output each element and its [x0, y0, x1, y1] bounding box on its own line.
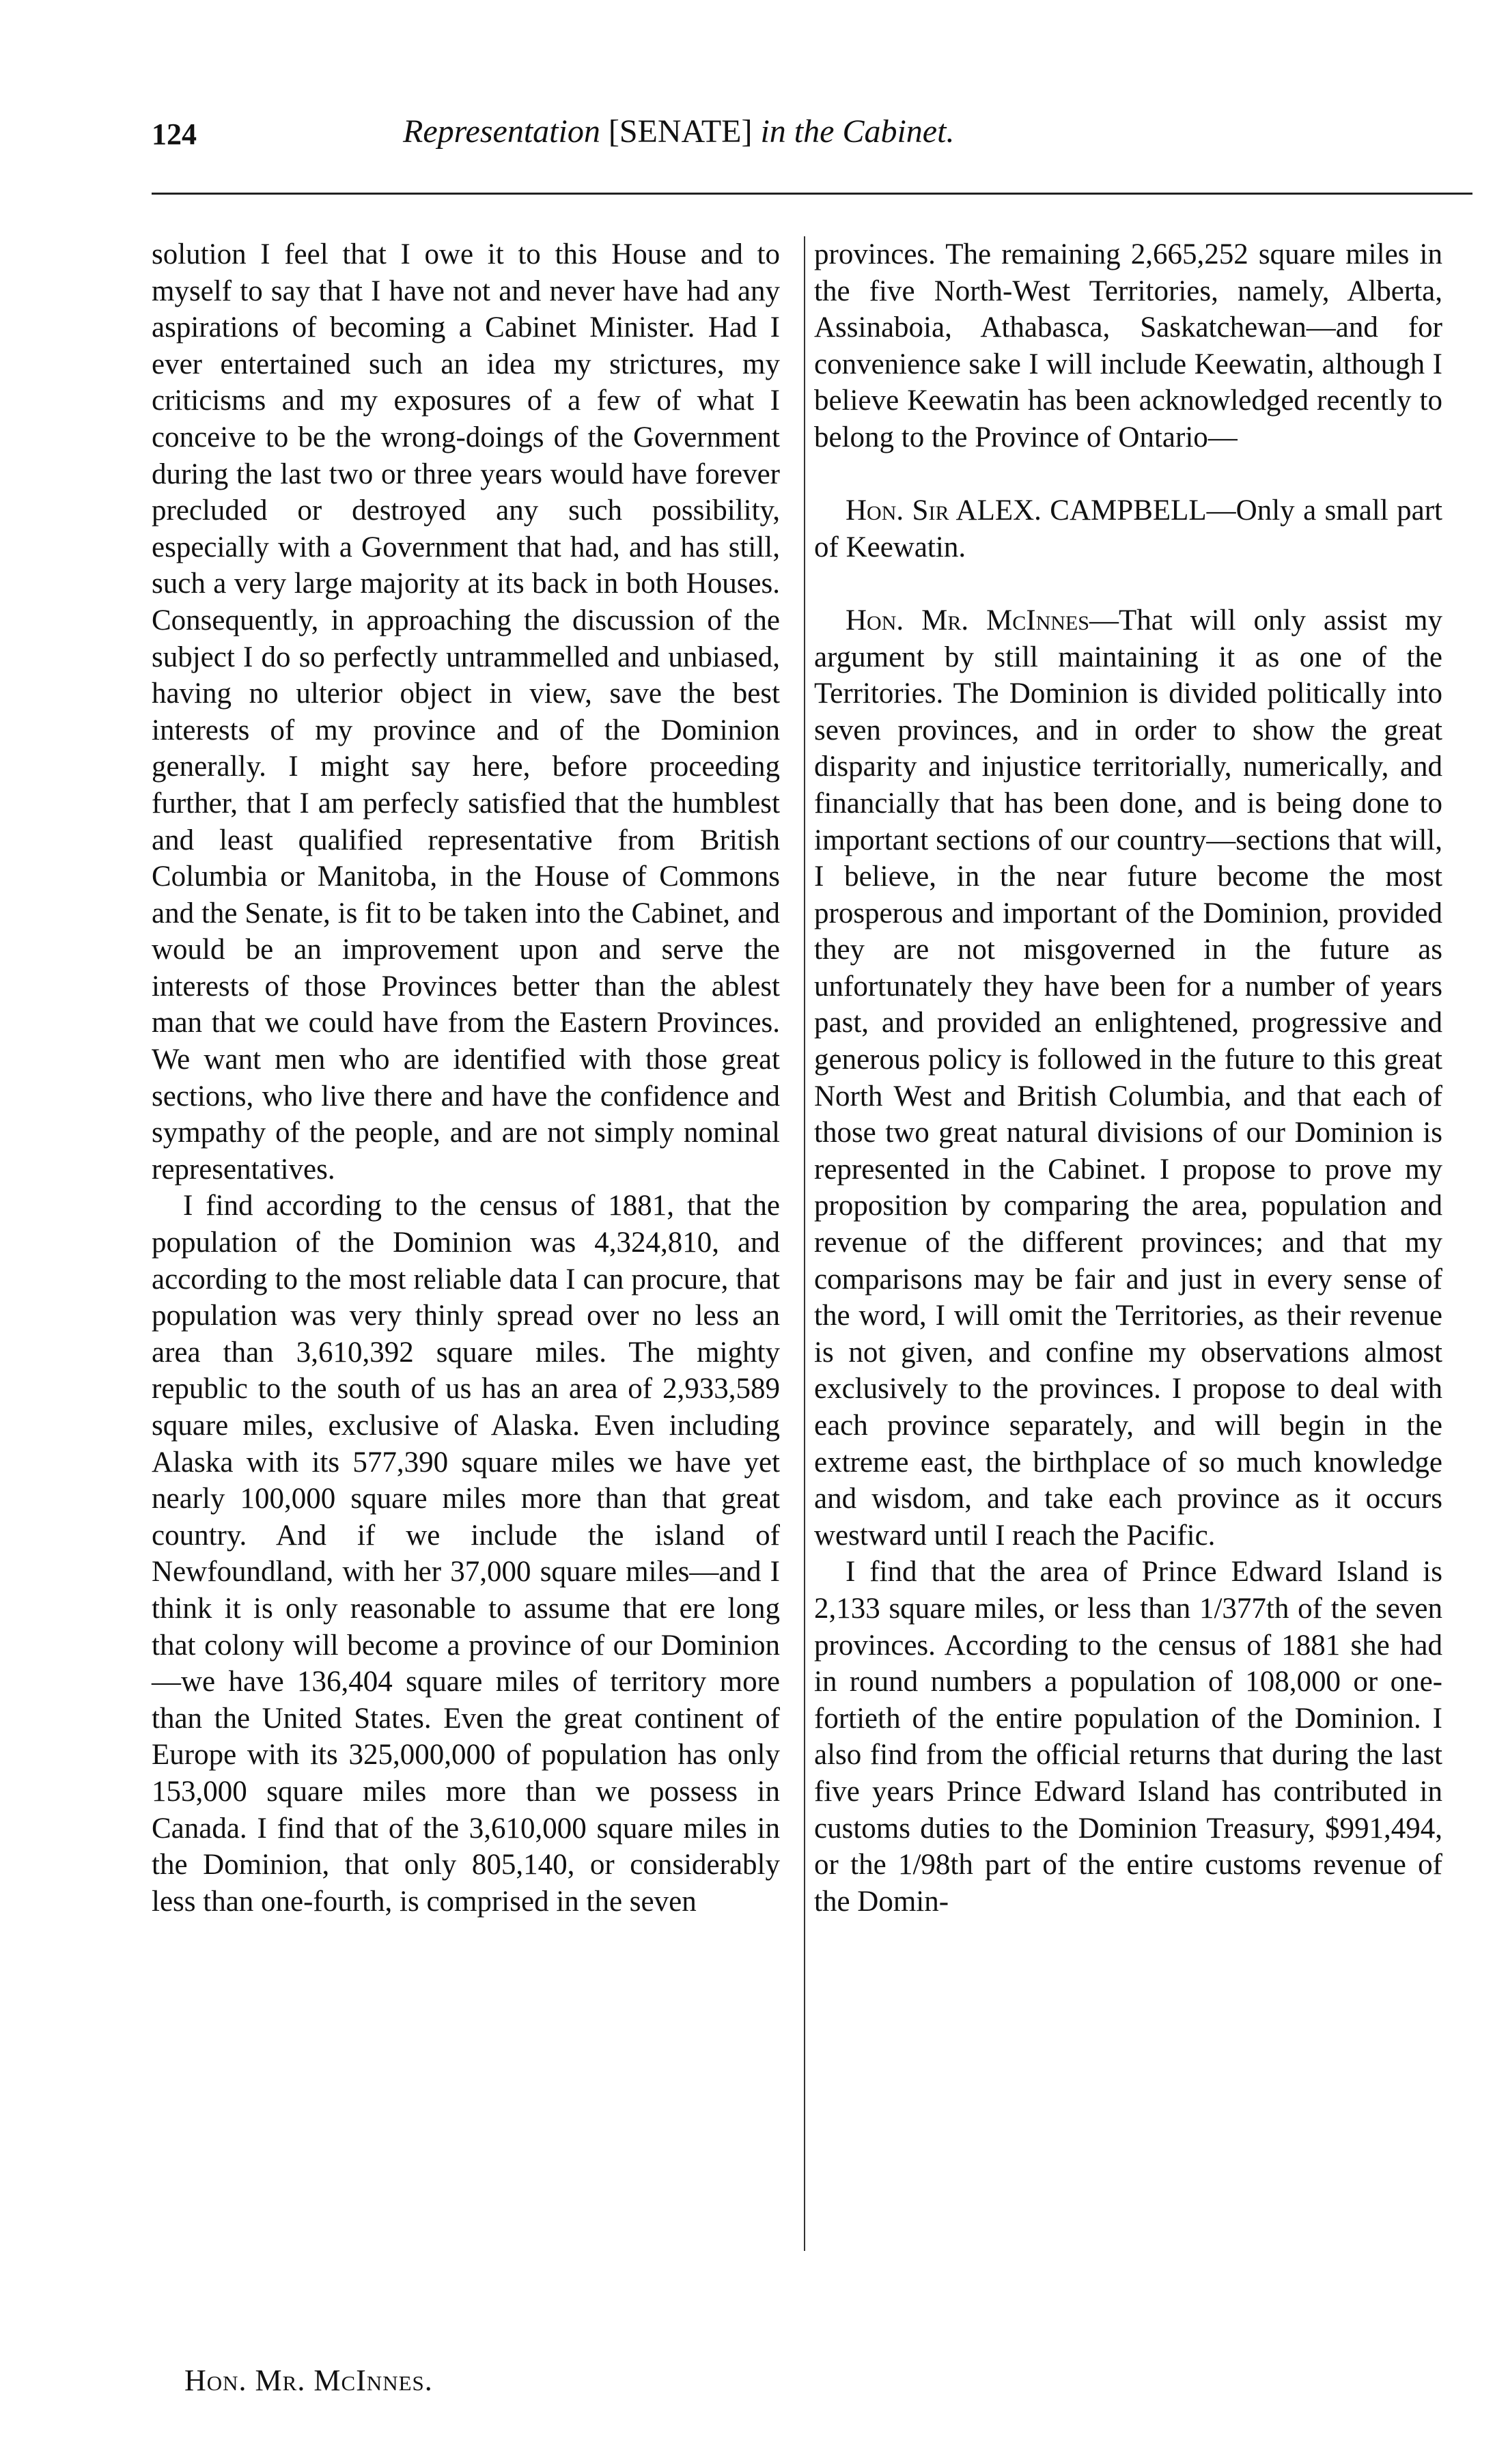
mcinnes-remark: —That will only assist my argument by still maintaining it as one of the Territories. The Dominion is divided politically into seven provinces, and in order to show the great disparity and injustice territorially, numerically, and financially that has been done, and is being done to important sections of our country—sections that will, I believe, in the near future become the most prosperous and important of the Dominion, provided they are not misgoverned in the future as unfortunately they have been for a number of years past, and provided an enlightened, progressive and generous policy is followed in the future to this great North West and British Columbia, and that each of those two great natural divisions of our Dominion is represented in the Cabinet. I propose to prove my proposition by comparing the area, population and revenue of the different provinces; and that my comparisons may be fair and just in every sense of the word, I will omit the Territories, as their revenue is not given, and confine my observations almost exclusively to the provinces. I propose to deal with each province separately, and will begin in the extreme east, the birthplace of so much knowledge and wisdom, and take each province as it occurs westward until I reach the Pacific.: [814, 604, 1442, 1552]
running-header: [152, 113, 1472, 167]
title-italic-left: Representation: [403, 113, 600, 150]
page-number: 124: [152, 117, 197, 151]
title-senate: [SENATE]: [608, 113, 753, 150]
left-paragraph-2: I find according to the census of 1881, that the population of the Dominion was 4,324,810, and according to the most reliable data I can procure, that population was very thinly spread over no less an area than 3,610,392 square miles. The mighty republic to the south of us has an area of 2,933,589 square miles, exclusive of Alaska. Even including Alaska with its 577,390 square miles we have yet nearly 100,000 square miles more than that great country. And if we include the island of Newfoundland, with her 37,000 square miles—and I think it is only reasonable to assume that ere long that colony will become a province of our Dominion—we have 136,404 square miles of territory more than the United States. Even the great continent of Europe with its 325,000,000 of population has only 153,000 square miles more than we possess in Canada. I find that of the 3,610,000 square miles in the Dominion, that only 805,140, or considerably less than one-fourth, is comprised in the seven: [152, 1190, 780, 1918]
speech-campbell: [814, 492, 1442, 565]
right-column: [814, 236, 1442, 1920]
right-paragraph-4: I find that the area of Prince Edward Island is 2,133 square miles, or less than 1/377th of the seven provinces. According to the census of 1881 she had in round numbers a population of 108,000 or one-fortieth of the entire population of the Dominion. I also find from the official returns that during the last five years Prince Edward Island has contributed in customs duties to the Dominion Treasury, $991,494, or the 1/98th part of the entire customs revenue of the Domin-: [814, 1556, 1442, 1918]
header-rule: [152, 193, 1472, 195]
running-title: [403, 113, 954, 150]
left-paragraph-1: solution I feel that I owe it to this House and to myself to say that I have not and never have had any aspirations of becoming a Cabinet Minister. Had I ever entertained such an idea my strictures, my criticisms and my exposures of a few of what I conceive to be the wrong-doings of the Government during the last two or three years would have forever precluded or destroyed any such possibility, especially with a Government that had, and has still, such a very large majority at its back in both Houses. Consequently, in approaching the discussion of the subject I do so perfectly untrammelled and unbiased, having no ulterior object in view, save the best interests of my province and of the Dominion generally. I might say here, before proceeding further, that I am perfecly satisfied that the humblest and least qualified representative from British Columbia or Manitoba, in the House of Commons and the Senate, is fit to be taken into the Cabinet, and would be an improvement upon and serve the interests of those Provinces better than the ablest man that we could have from the Eastern Provinces. We want men who are identified with those great sections, who live there and have the confidence and sympathy of the people, and are not simply nominal representatives.: [152, 238, 780, 1186]
title-italic-right: in the Cabinet.: [760, 113, 955, 150]
speech-mcinnes: [814, 602, 1442, 1554]
speaker-mcinnes: Hon. Mr. McInnes: [846, 604, 1089, 636]
left-column: [152, 236, 780, 1920]
campbell-remark: —Only a small part of Keewatin.: [814, 494, 1442, 563]
speaker-title-campbell: Hon. Sir: [846, 494, 949, 527]
column-divider: [804, 236, 805, 2251]
right-paragraph-1: provinces. The remaining 2,665,252 square miles in the five North-West Territories, namely, Alberta, Assinaboia, Athabasca, Saskatchewan—and for convenience sake I will include Keewatin, although I believe Keewatin has been acknowledged recently to belong to the Province of Ontario—: [814, 238, 1442, 453]
footer-speaker: Hon. Mr. McInnes.: [184, 2364, 433, 2397]
speaker-name-campbell: ALEX. CAMPBELL: [955, 494, 1207, 527]
